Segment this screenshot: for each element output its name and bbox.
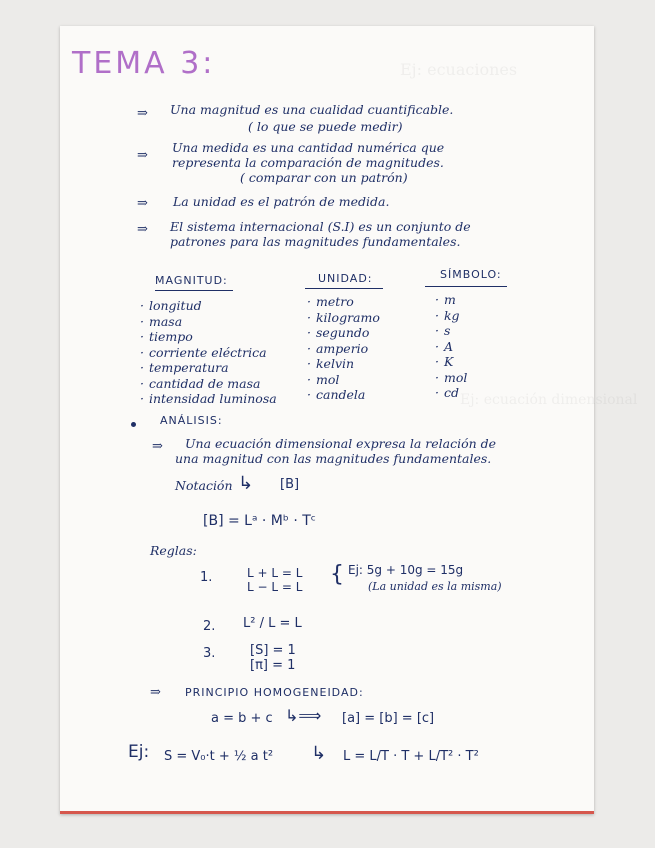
list-item: · s xyxy=(435,323,467,339)
example-brace: ↳ xyxy=(311,743,327,764)
arrow-icon: ⇒ xyxy=(137,222,148,237)
statement-line: Una magnitud es una cualidad cuantificable. xyxy=(170,102,454,117)
notation-brace: ↳ xyxy=(238,473,254,494)
list-item: · amperio xyxy=(307,341,380,357)
list-item: · A xyxy=(435,339,467,355)
analysis-line: Una ecuación dimensional expresa la relación de xyxy=(185,436,497,451)
header-unidad: UNIDAD: xyxy=(318,272,373,285)
list-item: · masa xyxy=(140,314,277,330)
rule-number: 2. xyxy=(203,619,216,634)
rule-formula: [S] = 1 xyxy=(250,643,296,658)
arrow-icon: ⇒ xyxy=(137,148,148,163)
statement-line: patrones para las magnitudes fundamentales. xyxy=(170,234,461,249)
notation-formula: [B] = Lᵃ · Mᵇ · Tᶜ xyxy=(203,513,316,529)
statement-line: ( comparar con un patrón) xyxy=(240,170,408,185)
list-item: · mol xyxy=(307,372,380,388)
list-item: · K xyxy=(435,354,467,370)
principle-label: PRINCIPIO HOMOGENEIDAD: xyxy=(185,686,364,699)
brace-icon: { xyxy=(330,562,344,587)
header-simbolo: SÍMBOLO: xyxy=(440,268,502,281)
analysis-line: una magnitud con las magnitudes fundamentales. xyxy=(175,451,492,466)
list-item: · segundo xyxy=(307,325,380,341)
example-label: Ej: xyxy=(128,742,150,762)
rule-example: Ej: 5g + 10g = 15g xyxy=(348,563,464,577)
header-magnitud: MAGNITUD: xyxy=(155,274,228,287)
bullet-icon xyxy=(131,422,136,427)
header-underline xyxy=(425,286,507,287)
list-item: · mol xyxy=(435,370,467,386)
list-item: · candela xyxy=(307,387,380,403)
notation-label: Notación xyxy=(175,478,233,493)
statement-line: El sistema internacional (S.I) es un conjunto de xyxy=(170,219,471,234)
magnitudes-column xyxy=(140,298,277,407)
principle-right: [a] = [b] = [c] xyxy=(342,711,435,726)
arrow-icon: ⇒ xyxy=(152,439,163,454)
rule-formula: L − L = L xyxy=(247,580,303,594)
rule-note: (La unidad es la misma) xyxy=(368,580,502,593)
list-item: · m xyxy=(435,292,467,308)
list-item: · kelvin xyxy=(307,356,380,372)
arrow-icon: ⇒ xyxy=(137,196,148,211)
rules-label: Reglas: xyxy=(150,543,197,558)
rule-number: 1. xyxy=(200,570,213,585)
analysis-heading: ANÁLISIS: xyxy=(160,414,223,427)
list-item: · cantidad de masa xyxy=(140,376,277,392)
rule-formula: L² / L = L xyxy=(243,616,302,631)
arrow-icon: ⇒ xyxy=(137,106,148,121)
notation-symbol: [B] xyxy=(280,477,300,492)
list-item: · intensidad luminosa xyxy=(140,391,277,407)
list-item: · temperatura xyxy=(140,360,277,376)
list-item: · metro xyxy=(307,294,380,310)
list-item: · corriente eléctrica xyxy=(140,345,277,361)
implies-arrow-icon: ↳⟹ xyxy=(285,706,322,725)
example-right: L = L/T · T + L/T² · T² xyxy=(343,749,479,764)
header-underline xyxy=(155,290,233,291)
list-item: · kilogramo xyxy=(307,310,380,326)
arrow-icon: ⇒ xyxy=(150,685,161,700)
rule-number: 3. xyxy=(203,646,216,661)
statement-line: representa la comparación de magnitudes. xyxy=(172,155,444,170)
ghost-text: dimensional xyxy=(551,392,638,408)
simbolos-column xyxy=(435,292,467,401)
principle-left: a = b + c xyxy=(211,711,273,726)
rule-formula: L + L = L xyxy=(247,566,303,580)
list-item: · tiempo xyxy=(140,329,277,345)
list-item: · kg xyxy=(435,308,467,324)
example-left: S = V₀·t + ½ a t² xyxy=(164,749,274,764)
statement-line: La unidad es el patrón de medida. xyxy=(173,194,390,209)
statement-line: ( lo que se puede medir) xyxy=(248,119,403,134)
statement-line: Una medida es una cantidad numérica que xyxy=(172,140,445,155)
list-item: · longitud xyxy=(140,298,277,314)
header-underline xyxy=(305,288,383,289)
unidades-column xyxy=(307,294,380,403)
list-item: · cd xyxy=(435,385,467,401)
page-title: TEMA 3: xyxy=(72,46,216,81)
rule-formula: [π] = 1 xyxy=(250,658,296,673)
